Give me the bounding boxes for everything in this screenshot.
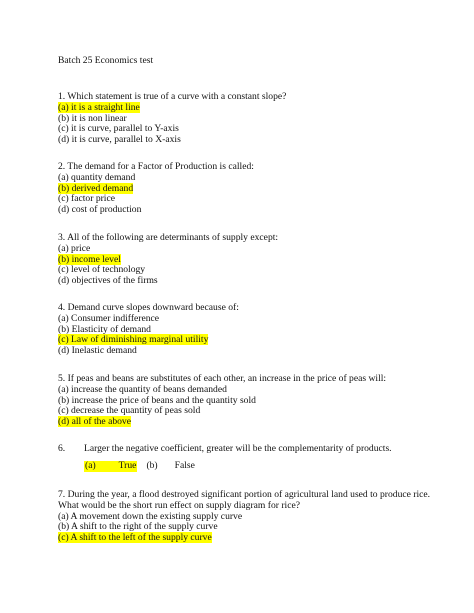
- question-4: [58, 303, 239, 357]
- option-b-value: False: [174, 460, 195, 471]
- document-title: Batch 25 Economics test: [58, 55, 154, 66]
- option-a: (a) A movement down the existing supply curve: [58, 510, 243, 522]
- option-a-label: (a): [85, 460, 96, 471]
- question-text: 4. Demand curve slopes downward because of:: [58, 302, 239, 313]
- option-d: (d) objectives of the firms: [58, 275, 158, 287]
- option-c-highlighted: (c) Law of diminishing marginal utility: [58, 334, 209, 346]
- option-c: (c) factor price: [58, 193, 115, 205]
- option-d: (d) Inelastic demand: [58, 345, 137, 357]
- option-b-label: (b): [146, 460, 158, 471]
- option-b-highlighted: (b) income level: [58, 253, 121, 265]
- option-c-highlighted: (c) A shift to the left of the supply curve: [58, 532, 212, 544]
- option-d: (d) cost of production: [58, 204, 142, 216]
- option-a-highlighted: [84, 461, 137, 472]
- option-b: (b) increase the price of beans and the quantity sold: [58, 394, 256, 406]
- question-3: [58, 233, 278, 287]
- option-d-highlighted: (d) all of the above: [58, 416, 131, 428]
- option-b: (b) Elasticity of demand: [58, 323, 151, 335]
- option-c: (c) it is curve, parallel to Y-axis: [58, 123, 179, 135]
- option-a-highlighted: (a) it is a straight line: [58, 101, 140, 113]
- question-text: 5. If peas and beans are substitutes of each other, an increase in the price of peas will:: [58, 373, 387, 384]
- option-b: (b) A shift to the right of the supply curve: [58, 521, 218, 533]
- option-c: (c) decrease the quantity of peas sold: [58, 405, 201, 417]
- option-b-highlighted: (b) derived demand: [58, 182, 134, 194]
- question-text: 3. All of the following are determinants of supply except:: [58, 232, 279, 243]
- question-6-number: 6.: [58, 443, 66, 454]
- question-7: [58, 490, 430, 544]
- question-text-line-1: 7. During the year, a flood destroyed significant portion of agricultural land used to produce rice.: [58, 489, 431, 500]
- option-c: (c) level of technology: [58, 264, 146, 276]
- question-1: [58, 92, 286, 146]
- option-a: (a) price: [58, 242, 91, 254]
- question-2: [58, 162, 254, 216]
- question-6-text: Larger the negative coefficient, greater will be the complementarity of products.: [84, 443, 392, 454]
- option-a: (a) increase the quantity of beans demanded: [58, 383, 227, 395]
- question-text: 1. Which statement is true of a curve with a constant slope?: [58, 91, 287, 102]
- question-6-options: [84, 461, 195, 472]
- option-b: (b) it is non linear: [58, 112, 127, 124]
- question-5: [58, 374, 386, 428]
- option-a: (a) quantity demand: [58, 171, 136, 183]
- question-text-line-2: What would be the short run effect on supply diagram for rice?: [58, 499, 300, 511]
- option-a-value: True: [118, 460, 137, 471]
- question-text: 2. The demand for a Factor of Production is called:: [58, 161, 254, 172]
- option-d: (d) it is curve, parallel to X-axis: [58, 134, 181, 146]
- option-a: (a) Consumer indifference: [58, 312, 160, 324]
